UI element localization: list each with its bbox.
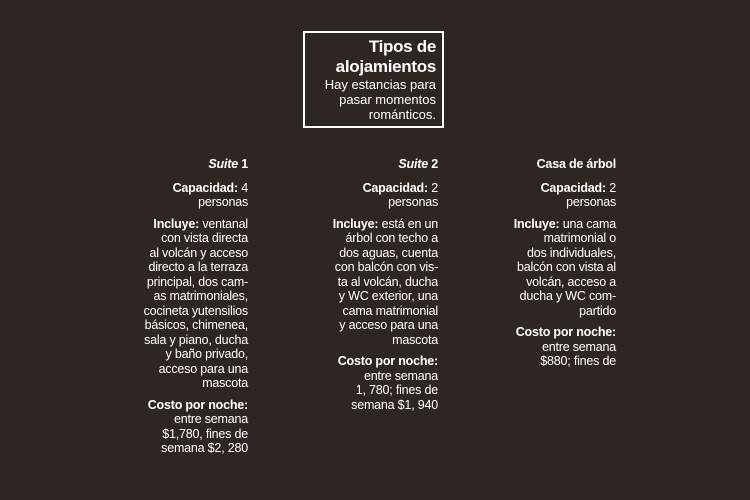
capacity-block (500, 181, 616, 210)
includes-line: y acceso para una (339, 318, 438, 332)
capacity-unit: personas (388, 195, 438, 209)
lodging-name-rest: 2 (427, 157, 438, 171)
cost-label: Costo por noche: (515, 325, 616, 339)
title-box (303, 31, 444, 128)
includes-line: ducha y WC com- (519, 289, 616, 303)
title-line-1: Tipos de (368, 37, 436, 56)
lodging-name-italic: Suite (208, 157, 238, 171)
includes-line: cocineta yutensilios (143, 303, 248, 318)
includes-block (500, 217, 616, 319)
includes-line: acceso para una (158, 361, 248, 376)
subtitle-line-3: románticos. (368, 107, 436, 122)
capacity-block (133, 181, 248, 210)
includes-line: dos aguas, cuenta (339, 245, 438, 260)
capacity-value: 4 (237, 180, 248, 195)
includes-line: con balcón con vis- (334, 260, 438, 274)
includes-line: al volcán y acceso (149, 245, 248, 260)
cost-line: $880; fines de (540, 354, 616, 368)
includes-line: as matrimoniales, (153, 289, 248, 303)
includes-line: partido (579, 303, 616, 318)
includes-label: Incluye: (513, 216, 560, 231)
includes-line: cama matrimonial (342, 303, 438, 318)
lodging-name-rest: 1 (237, 157, 248, 171)
lodging-name-italic: Suite (398, 157, 428, 171)
lodging-column-suite-2 (315, 157, 438, 419)
capacity-label: Capacidad: (362, 180, 428, 195)
includes-line: mascota (392, 332, 438, 347)
lodging-column-casa-de-arbol (500, 157, 616, 376)
title-line-2: alojamientos (335, 57, 436, 76)
includes-line: principal, dos cam- (146, 274, 248, 289)
includes-block (315, 217, 438, 348)
includes-line: sala y piano, ducha (144, 332, 248, 347)
capacity-block (315, 181, 438, 210)
includes-line: ta al volcán, ducha (337, 274, 438, 289)
includes-line: y baño privado, (165, 347, 248, 361)
cost-line: semana $2, 280 (161, 441, 248, 455)
cost-line: entre semana (541, 339, 616, 354)
subtitle-line-2: pasar momentos (339, 92, 436, 107)
cost-block (500, 325, 616, 369)
lodging-column-suite-1 (133, 157, 248, 463)
cost-line: entre semana (363, 368, 438, 383)
includes-label: Incluye: (332, 216, 379, 231)
includes-line: árbol con techo a (345, 231, 438, 245)
lodging-name (133, 157, 248, 172)
includes-line: balcón con vista al (516, 260, 616, 274)
includes-line: ventanal (199, 216, 248, 231)
lodging-name (500, 157, 616, 172)
capacity-value: 2 (427, 180, 438, 195)
capacity-label: Capacidad: (540, 180, 606, 195)
capacity-unit: personas (566, 195, 616, 209)
includes-line: dos individuales, (526, 245, 616, 260)
includes-line: volcán, acceso a (526, 274, 616, 289)
cost-line: 1, 780; fines de (355, 383, 438, 397)
capacity-label: Capacidad: (172, 180, 238, 195)
includes-block (133, 217, 248, 391)
includes-line: y WC exterior, una (338, 289, 438, 303)
includes-line: con vista directa (161, 231, 248, 245)
capacity-unit: personas (198, 195, 248, 209)
page-subtitle (309, 77, 436, 122)
includes-line: matrimonial o (543, 231, 616, 245)
includes-label: Incluye: (153, 216, 200, 231)
page-title (309, 37, 436, 77)
capacity-value: 2 (605, 180, 616, 195)
lodging-name-rest: Casa de árbol (536, 157, 616, 171)
includes-line: directo a la terraza (148, 260, 248, 274)
includes-line: una cama (559, 216, 616, 231)
cost-block (133, 398, 248, 456)
cost-line: $1,780, fines de (162, 426, 248, 441)
subtitle-line-1: Hay estancias para (324, 77, 436, 92)
cost-label: Costo por noche: (147, 397, 248, 412)
includes-line: mascota (202, 376, 248, 390)
cost-label: Costo por noche: (337, 354, 438, 368)
cost-line: entre semana (173, 412, 248, 426)
includes-line: está en un (378, 216, 438, 231)
cost-line: semana $1, 940 (351, 397, 438, 412)
includes-line: básicos, chimenea, (144, 318, 248, 332)
cost-block (315, 354, 438, 412)
lodging-name (315, 157, 438, 172)
